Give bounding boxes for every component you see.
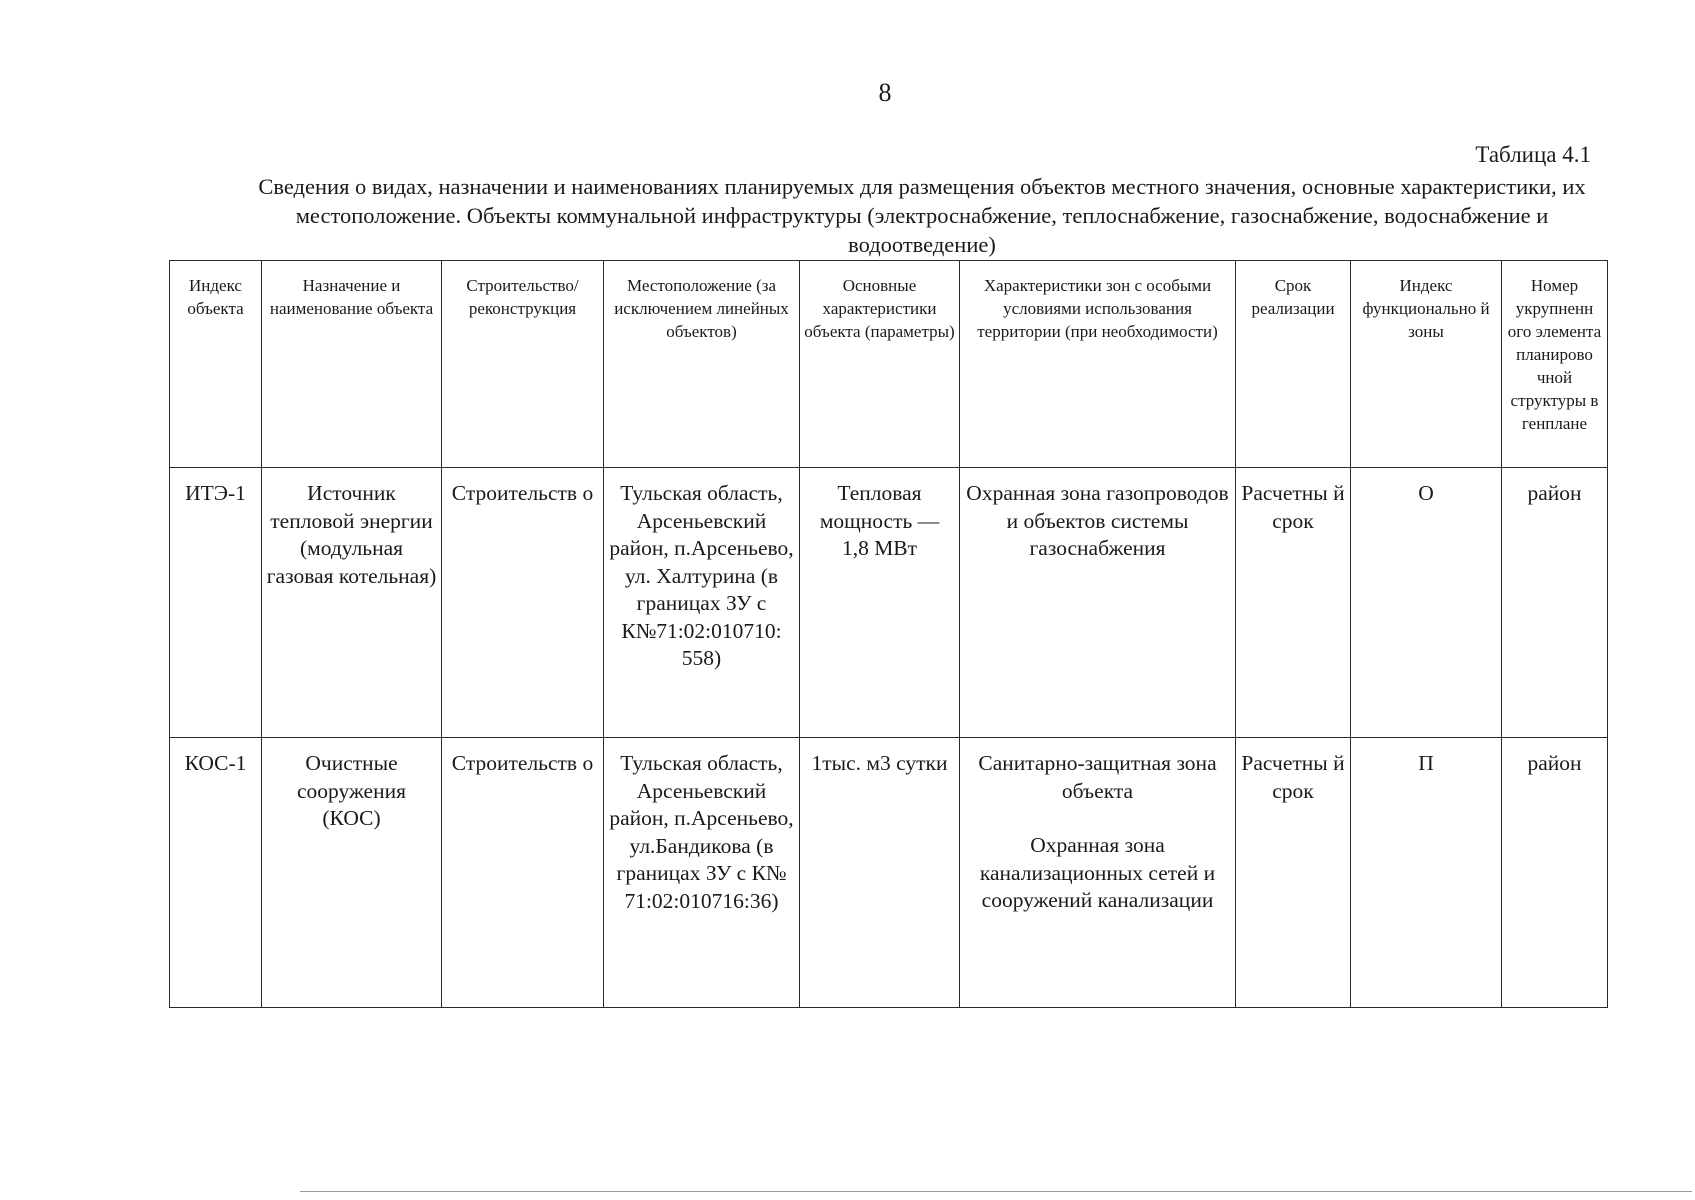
table-row [170,738,1608,1008]
cell-functional-zone: О [1351,468,1502,738]
cell-planning-element: район [1502,738,1608,1008]
zone-text: Охранная зона газопроводов и объектов системы газоснабжения [966,481,1229,560]
header-planning-element: Номер укрупненн ого элемента планирово чной структуры в генплане [1502,261,1608,468]
cell-construction: Строительств о [442,468,604,738]
header-functional-zone: Индекс функционально й зоны [1351,261,1502,468]
header-term: Срок реализации [1236,261,1351,468]
cell-zones [960,468,1236,738]
cell-object-index: КОС-1 [170,738,262,1008]
cell-functional-zone: П [1351,738,1502,1008]
cell-characteristics: Тепловая мощность — 1,8 МВт [800,468,960,738]
page-number: 8 [878,78,892,107]
cell-object-name: Источник тепловой энергии (модульная газовая котельная) [262,468,442,738]
cell-characteristics: 1тыс. м3 сутки [800,738,960,1008]
cell-term: Расчетны й срок [1236,468,1351,738]
header-object-name: Назначение и наименование объекта [262,261,442,468]
header-location: Местоположение (за исключением линейных объектов) [604,261,800,468]
cell-construction: Строительств о [442,738,604,1008]
cell-planning-element: район [1502,468,1608,738]
table-label: Таблица 4.1 [1475,142,1591,167]
cell-location: Тульская область, Арсеньевский район, п.Арсеньево, ул. Халтурина (в границах ЗУ с К№71:02:010710: 558) [604,468,800,738]
zone-text: Санитарно-защитная зона объекта [978,751,1217,803]
table-caption: Сведения о видах, назначении и наименованиях планируемых для размещения объектов местного значения, основные характеристики, их местоположение. Объекты коммунальной инфраструктуры (электроснабжение, теплоснабжение, газоснабжение, водоснабжение и водоотведение) [258,174,1586,257]
zone-spacer [964,805,1231,832]
cell-object-index: ИТЭ-1 [170,468,262,738]
cell-location: Тульская область, Арсеньевский район, п.Арсеньево, ул.Бандикова (в границах ЗУ с К№ 71:02:010716:36) [604,738,800,1008]
objects-table [169,260,1608,1008]
zone-text: Охранная зона канализационных сетей и сооружений канализации [979,833,1216,912]
header-characteristics: Основные характеристики объекта (параметры) [800,261,960,468]
header-object-index: Индекс объекта [170,261,262,468]
table-header-row [170,261,1608,468]
cell-zones [960,738,1236,1008]
cell-term: Расчетны й срок [1236,738,1351,1008]
cell-object-name: Очистные сооружения (КОС) [262,738,442,1008]
header-zones: Характеристики зон с особыми условиями использования территории (при необходимости) [960,261,1236,468]
table-row [170,468,1608,738]
header-construction: Строительство/ реконструкция [442,261,604,468]
footer-rule [300,1191,1692,1192]
